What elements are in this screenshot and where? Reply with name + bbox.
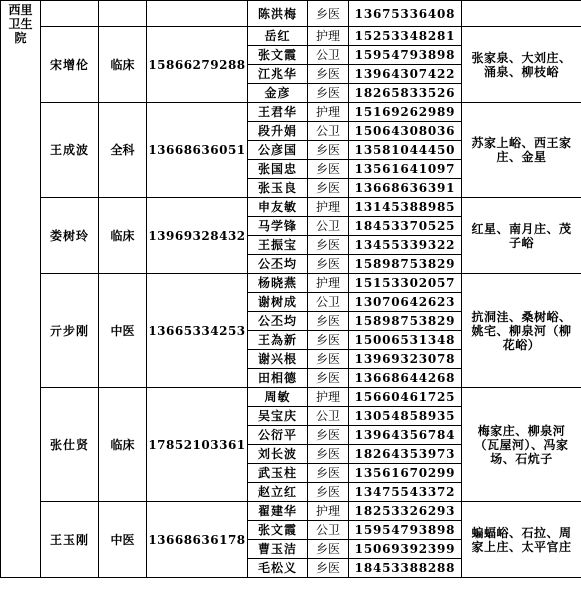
member-name: 王君华 xyxy=(248,103,308,122)
table-row xyxy=(1,27,581,46)
member-role: 护理 xyxy=(308,502,349,521)
member-role: 乡医 xyxy=(308,1,349,27)
service-area: 张家泉、大刘庄、涌泉、柳枝峪 xyxy=(462,27,581,103)
table-row xyxy=(1,1,581,27)
organization-name-line: 卫生 xyxy=(8,17,33,31)
member-role: 乡医 xyxy=(308,160,349,179)
member-role: 乡医 xyxy=(308,312,349,331)
roster-body xyxy=(1,1,581,578)
team-leader-specialty: 临床 xyxy=(99,27,147,103)
member-name: 赵立红 xyxy=(248,483,308,502)
member-phone: 15954793898 xyxy=(349,46,462,65)
member-phone: 15064308036 xyxy=(349,122,462,141)
member-name: 公衍平 xyxy=(248,426,308,445)
member-name: 谢兴根 xyxy=(248,350,308,369)
member-role: 乡医 xyxy=(308,331,349,350)
member-name: 马学锋 xyxy=(248,217,308,236)
member-name: 翟建华 xyxy=(248,502,308,521)
member-role: 乡医 xyxy=(308,464,349,483)
organization-name-line: 西里 xyxy=(8,3,33,17)
member-role: 公卫 xyxy=(308,521,349,540)
member-role: 护理 xyxy=(308,198,349,217)
organization-name-line: 院 xyxy=(14,31,27,45)
member-phone: 13964356784 xyxy=(349,426,462,445)
member-phone: 18253326293 xyxy=(349,502,462,521)
member-name: 公丕均 xyxy=(248,312,308,331)
member-phone: 15253348281 xyxy=(349,27,462,46)
member-role: 乡医 xyxy=(308,179,349,198)
member-name: 张国忠 xyxy=(248,160,308,179)
member-role: 护理 xyxy=(308,388,349,407)
member-role: 公卫 xyxy=(308,217,349,236)
empty-cell xyxy=(462,1,581,27)
member-phone: 13455339322 xyxy=(349,236,462,255)
member-role: 公卫 xyxy=(308,293,349,312)
member-phone: 13964307422 xyxy=(349,65,462,84)
member-phone: 15153302057 xyxy=(349,274,462,293)
team-leader-phone: 13668636178 xyxy=(147,502,248,578)
member-role: 乡医 xyxy=(308,255,349,274)
member-phone: 15660461725 xyxy=(349,388,462,407)
member-role: 公卫 xyxy=(308,122,349,141)
team-leader-specialty: 临床 xyxy=(99,388,147,502)
member-role: 乡医 xyxy=(308,540,349,559)
member-name: 刘长波 xyxy=(248,445,308,464)
member-name: 陈洪梅 xyxy=(248,1,308,27)
member-name: 段升娟 xyxy=(248,122,308,141)
member-role: 乡医 xyxy=(308,84,349,103)
team-leader-specialty: 中医 xyxy=(99,274,147,388)
member-phone: 13561670299 xyxy=(349,464,462,483)
empty-cell xyxy=(147,1,248,27)
team-leader-name: 娄树玲 xyxy=(41,198,99,274)
team-leader-name: 亓步刚 xyxy=(41,274,99,388)
member-name: 吴宝庆 xyxy=(248,407,308,426)
team-leader-specialty: 临床 xyxy=(99,198,147,274)
empty-cell xyxy=(41,1,99,27)
table-row xyxy=(1,198,581,217)
service-area: 梅家庄、柳泉河（瓦屋河）、冯家场、石炕子 xyxy=(462,388,581,502)
member-role: 护理 xyxy=(308,274,349,293)
member-role: 乡医 xyxy=(308,445,349,464)
member-name: 公彦国 xyxy=(248,141,308,160)
team-leader-name: 宋增伦 xyxy=(41,27,99,103)
empty-cell xyxy=(99,1,147,27)
team-leader-phone: 17852103361 xyxy=(147,388,248,502)
member-phone: 13475543372 xyxy=(349,483,462,502)
member-phone: 13054858935 xyxy=(349,407,462,426)
table-row xyxy=(1,103,581,122)
member-phone: 15898753829 xyxy=(349,255,462,274)
member-phone: 15006531348 xyxy=(349,331,462,350)
team-leader-phone: 13969328432 xyxy=(147,198,248,274)
member-name: 金彦 xyxy=(248,84,308,103)
service-area: 红星、南月庄、茂子峪 xyxy=(462,198,581,274)
member-name: 王振宝 xyxy=(248,236,308,255)
member-phone: 15169262989 xyxy=(349,103,462,122)
member-name: 江兆华 xyxy=(248,65,308,84)
service-area: 苏家上峪、西王家庄、金星 xyxy=(462,103,581,198)
member-role: 乡医 xyxy=(308,483,349,502)
member-phone: 13561641097 xyxy=(349,160,462,179)
member-role: 护理 xyxy=(308,103,349,122)
member-phone: 13581044450 xyxy=(349,141,462,160)
member-role: 乡医 xyxy=(308,141,349,160)
team-leader-phone: 15866279288 xyxy=(147,27,248,103)
member-name: 武玉柱 xyxy=(248,464,308,483)
team-leader-specialty: 中医 xyxy=(99,502,147,578)
member-role: 乡医 xyxy=(308,369,349,388)
team-leader-phone: 13665334253 xyxy=(147,274,248,388)
service-area: 蝙蝠峪、石拉、周家上庄、太平官庄 xyxy=(462,502,581,578)
organization-name-cell xyxy=(1,1,41,578)
member-phone: 18453388288 xyxy=(349,559,462,578)
member-role: 公卫 xyxy=(308,407,349,426)
member-phone: 15898753829 xyxy=(349,312,462,331)
table-row xyxy=(1,502,581,521)
table-row xyxy=(1,388,581,407)
member-name: 张文霞 xyxy=(248,521,308,540)
team-leader-phone: 13668636051 xyxy=(147,103,248,198)
member-phone: 13668636391 xyxy=(349,179,462,198)
member-phone: 13675336408 xyxy=(349,1,462,27)
member-role: 乡医 xyxy=(308,65,349,84)
member-name: 张玉良 xyxy=(248,179,308,198)
member-role: 乡医 xyxy=(308,426,349,445)
member-name: 曹玉洁 xyxy=(248,540,308,559)
member-phone: 13070642623 xyxy=(349,293,462,312)
member-name: 谢树成 xyxy=(248,293,308,312)
member-name: 杨晓燕 xyxy=(248,274,308,293)
team-leader-name: 王成波 xyxy=(41,103,99,198)
member-role: 乡医 xyxy=(308,236,349,255)
member-phone: 18264353973 xyxy=(349,445,462,464)
team-leader-name: 张仕贤 xyxy=(41,388,99,502)
member-name: 周敏 xyxy=(248,388,308,407)
member-name: 公丕均 xyxy=(248,255,308,274)
member-role: 乡医 xyxy=(308,559,349,578)
member-phone: 13145388985 xyxy=(349,198,462,217)
member-name: 田相德 xyxy=(248,369,308,388)
member-phone: 13969323078 xyxy=(349,350,462,369)
member-name: 岳红 xyxy=(248,27,308,46)
member-role: 公卫 xyxy=(308,46,349,65)
table-row xyxy=(1,274,581,293)
service-area: 抗洞洼、桑树峪、姚宅、柳泉河（柳花峪） xyxy=(462,274,581,388)
member-phone: 18265833526 xyxy=(349,84,462,103)
member-phone: 15954793898 xyxy=(349,521,462,540)
team-leader-name: 王玉刚 xyxy=(41,502,99,578)
member-phone: 13668644268 xyxy=(349,369,462,388)
member-name: 张文霞 xyxy=(248,46,308,65)
member-role: 乡医 xyxy=(308,350,349,369)
member-name: 申友敏 xyxy=(248,198,308,217)
member-phone: 15069392399 xyxy=(349,540,462,559)
member-name: 王為新 xyxy=(248,331,308,350)
member-role: 护理 xyxy=(308,27,349,46)
team-leader-specialty: 全科 xyxy=(99,103,147,198)
member-name: 毛松义 xyxy=(248,559,308,578)
member-phone: 18453370525 xyxy=(349,217,462,236)
